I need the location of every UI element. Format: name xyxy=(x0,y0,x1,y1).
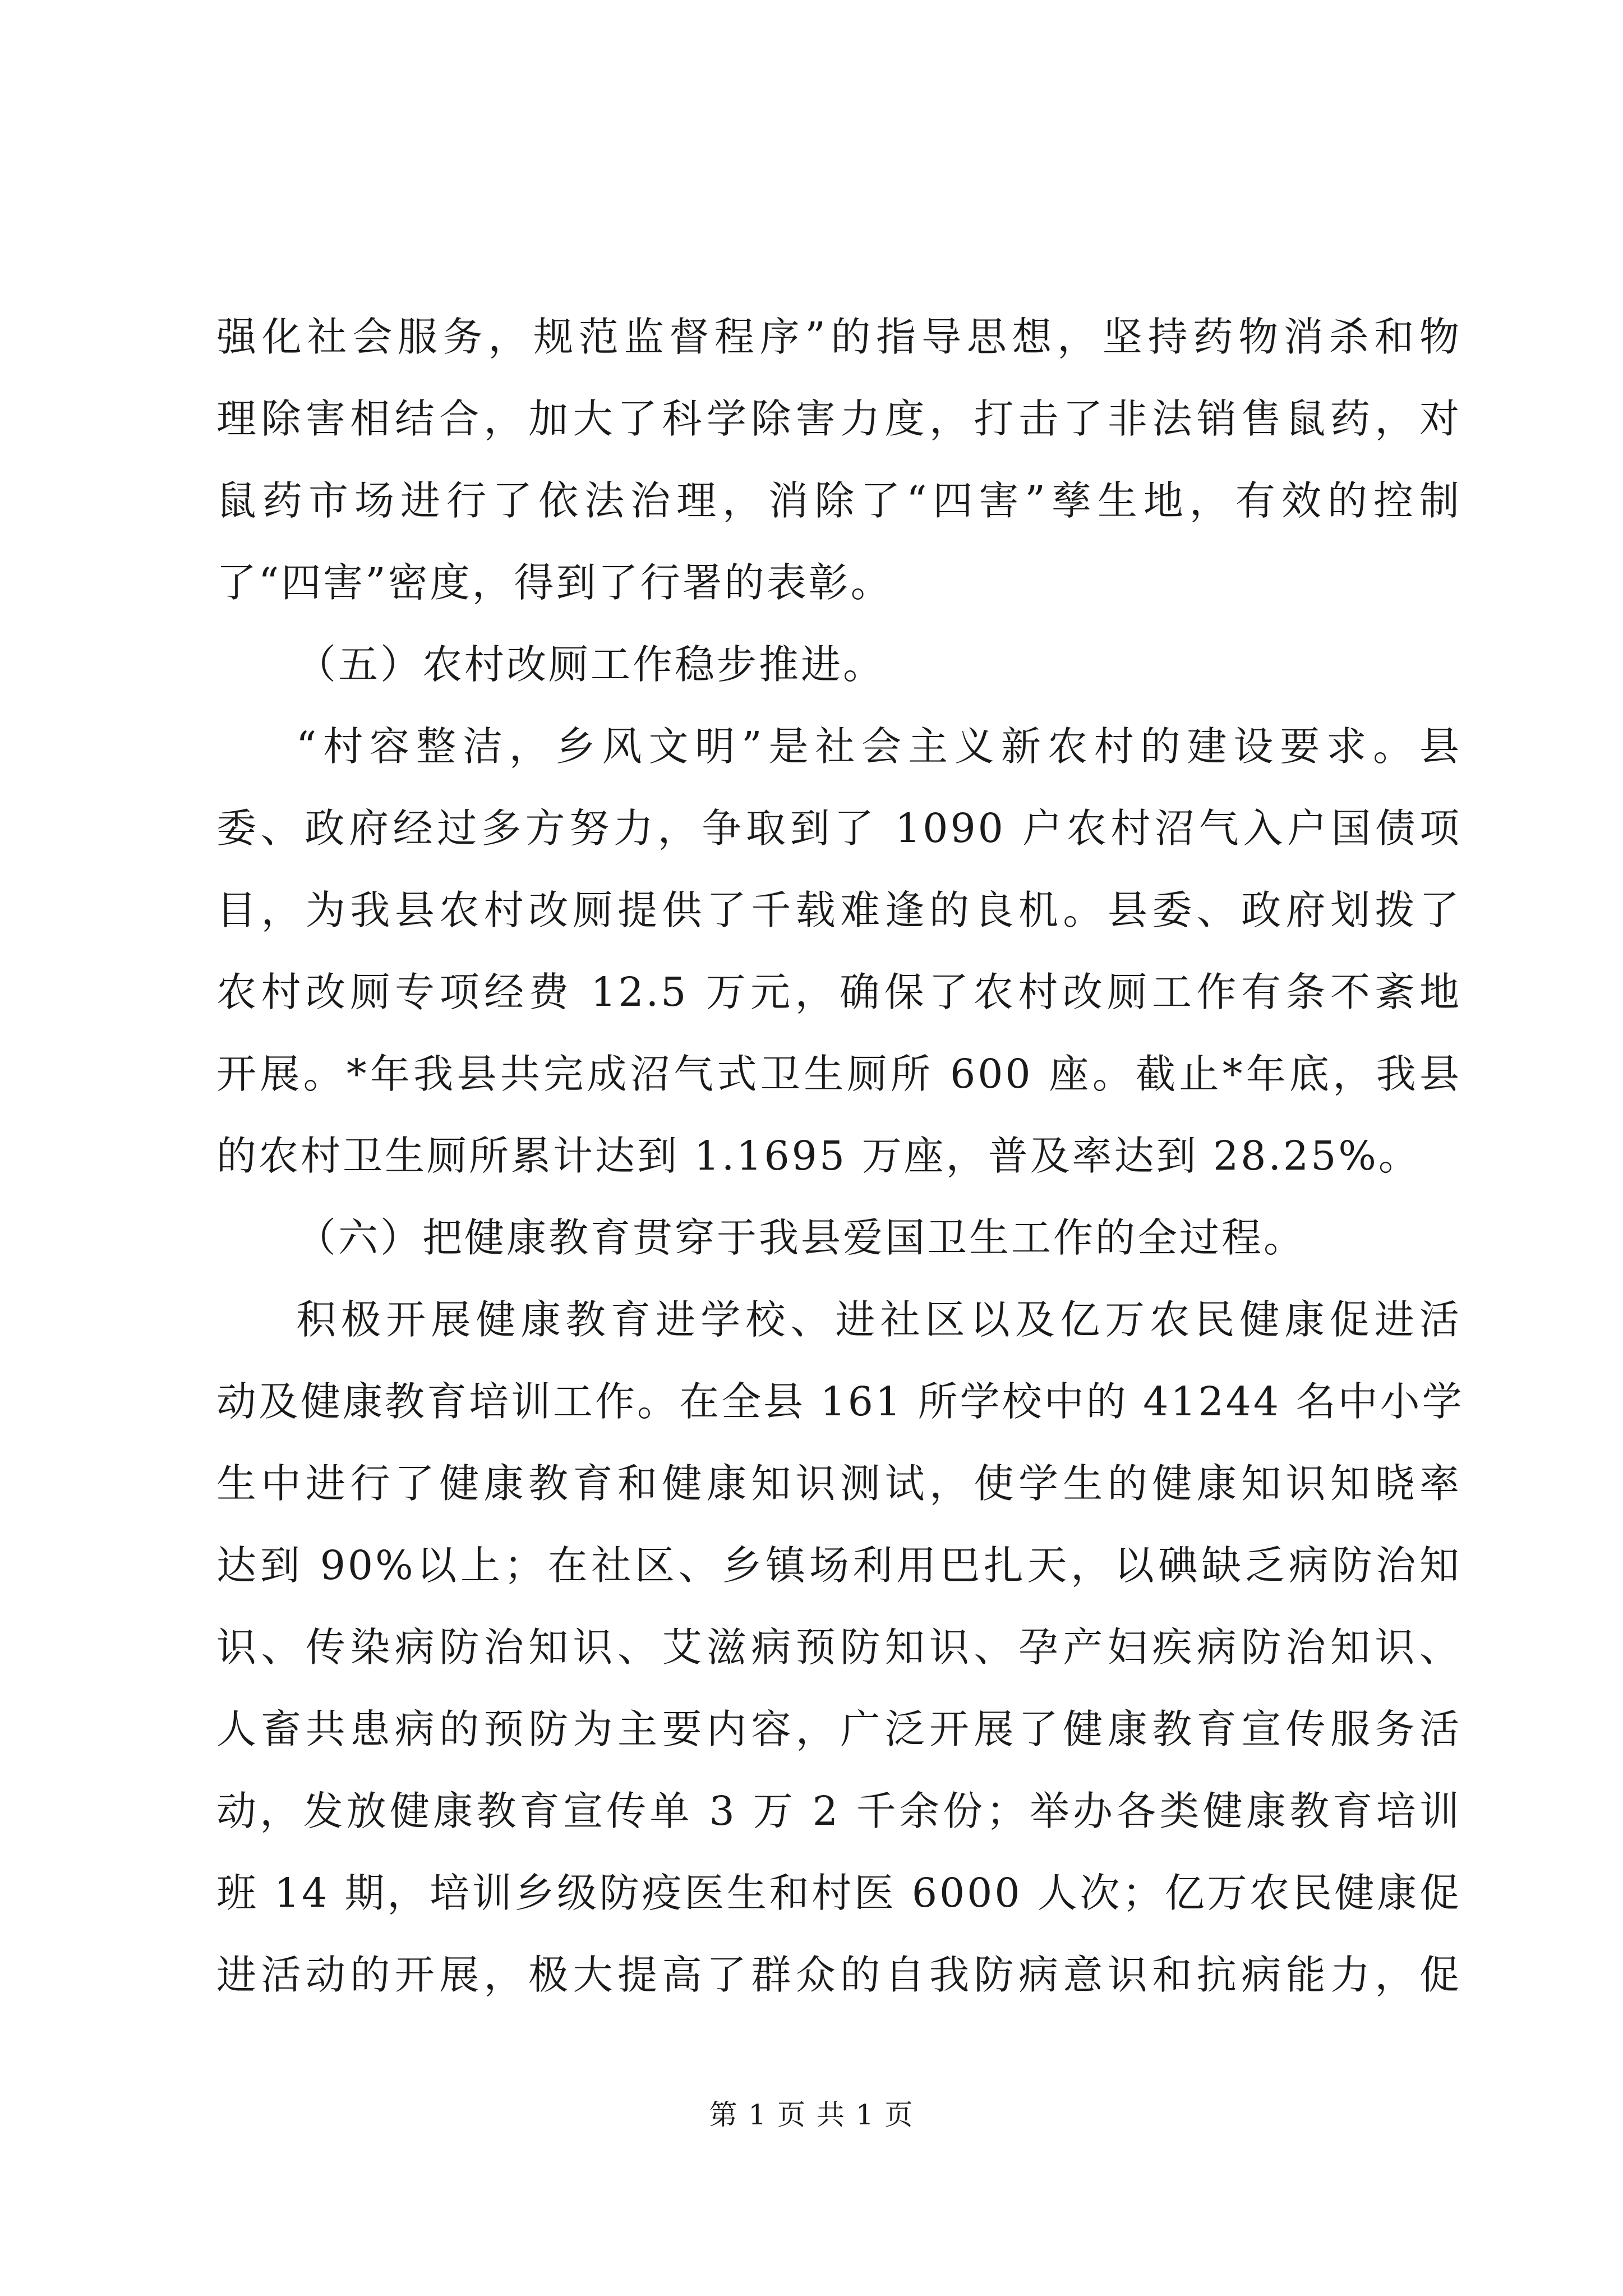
text-line: 人畜共患病的预防为主要内容，广泛开展了健康教育宣传服务活 xyxy=(216,1706,1461,1752)
text-line: 进活动的开展，极大提高了群众的自我防病意识和抗病能力，促 xyxy=(216,1952,1461,1998)
section-heading-6: （六）把健康教育贯穿于我县爱国卫生工作的全过程。 xyxy=(296,1214,1306,1261)
text-line: 的农村卫生厕所累计达到 1.1695 万座，普及率达到 28.25%。 xyxy=(216,1133,1421,1179)
text-line: 了“四害”密度，得到了行署的表彰。 xyxy=(216,559,893,606)
page-footer: 第 1 页 共 1 页 xyxy=(709,2099,914,2131)
text-line: 识、传染病防治知识、艾滋病预防知识、孕产妇疾病防治知识、 xyxy=(216,1624,1461,1671)
body-text xyxy=(216,296,1464,2016)
text-line: 动及健康教育培训工作。在全县 161 所学校中的 41244 名中小学 xyxy=(216,1378,1464,1425)
text-line: 鼠药市场进行了依法治理，消除了“四害”孳生地，有效的控制 xyxy=(216,477,1461,524)
text-line: 动，发放健康教育宣传单 3 万 2 千余份；举办各类健康教育培训 xyxy=(216,1788,1461,1834)
text-line: 理除害相结合，加大了科学除害力度，打击了非法销售鼠药，对 xyxy=(216,395,1461,442)
text-line: 班 14 期，培训乡级防疫医生和村医 6000 人次；亿万农民健康促 xyxy=(216,1870,1461,1916)
section-heading-5: （五）农村改厕工作稳步推进。 xyxy=(296,641,886,688)
text-line: 开展。*年我县共完成沼气式卫生厕所 600 座。截止*年底，我县 xyxy=(216,1051,1461,1097)
text-line: 达到 90%以上；在社区、乡镇场利用巴扎天，以碘缺乏病防治知 xyxy=(216,1542,1461,1589)
text-line: 生中进行了健康教育和健康知识测试，使学生的健康知识知晓率 xyxy=(216,1460,1461,1507)
text-line: 目，为我县农村改厕提供了千载难逢的良机。县委、政府划拨了 xyxy=(216,887,1461,933)
text-line: 委、政府经过多方努力，争取到了 1090 户农村沼气入户国债项 xyxy=(216,805,1461,852)
text-line: 积极开展健康教育进学校、进社区以及亿万农民健康促进活 xyxy=(296,1296,1461,1343)
text-line: 农村改厕专项经费 12.5 万元，确保了农村改厕工作有条不紊地 xyxy=(216,969,1461,1015)
text-line: 强化社会服务，规范监督程序”的指导思想，坚持药物消杀和物 xyxy=(216,314,1461,360)
text-line: “村容整洁，乡风文明”是社会主义新农村的建设要求。县 xyxy=(296,723,1461,770)
